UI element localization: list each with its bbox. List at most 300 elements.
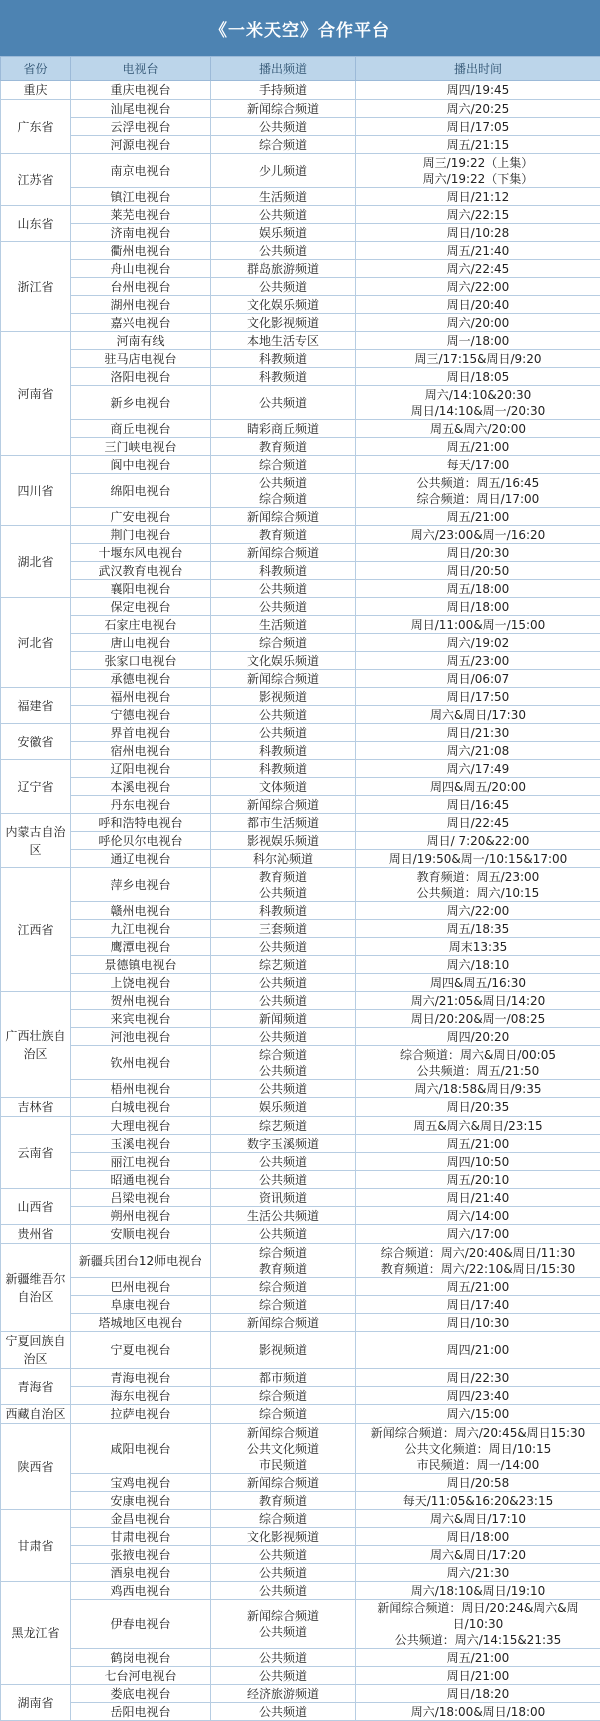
channel-cell: 公共频道 bbox=[211, 580, 356, 598]
province-cell: 宁夏回族自治区 bbox=[1, 1332, 71, 1369]
channel-cell: 娱乐频道 bbox=[211, 1098, 356, 1117]
table-row bbox=[1, 902, 600, 920]
table-row bbox=[1, 796, 600, 814]
province-cell: 甘肃省 bbox=[1, 1510, 71, 1582]
station-cell: 大理电视台 bbox=[71, 1117, 211, 1135]
station-cell: 梧州电视台 bbox=[71, 1080, 211, 1098]
station-cell: 河南有线 bbox=[71, 332, 211, 350]
station-cell: 云浮电视台 bbox=[71, 118, 211, 136]
time-cell: 周六/17:49 bbox=[356, 760, 600, 778]
time-cell: 周日/06:07 bbox=[356, 670, 600, 688]
channel-cell: 教育频道 bbox=[211, 1492, 356, 1510]
table-row bbox=[1, 868, 600, 902]
table-row bbox=[1, 1387, 600, 1405]
table-row bbox=[1, 598, 600, 616]
time-cell: 周三/19:22（上集） 周六/19:22（下集） bbox=[356, 154, 600, 188]
table-row bbox=[1, 1546, 600, 1564]
station-cell: 湖州电视台 bbox=[71, 296, 211, 314]
channel-cell: 新闻频道 bbox=[211, 1010, 356, 1028]
time-cell: 周四/19:45 bbox=[356, 81, 600, 100]
station-cell: 广安电视台 bbox=[71, 508, 211, 526]
channel-cell: 睛彩商丘频道 bbox=[211, 420, 356, 438]
time-cell: 周六/23:00&周一/16:20 bbox=[356, 526, 600, 544]
station-cell: 宁夏电视台 bbox=[71, 1332, 211, 1369]
time-cell: 周五/20:10 bbox=[356, 1171, 600, 1189]
time-cell: 周六/17:00 bbox=[356, 1225, 600, 1244]
time-cell: 周六/14:10&20:30 周日/14:10&周一/20:30 bbox=[356, 386, 600, 420]
station-cell: 镇江电视台 bbox=[71, 188, 211, 206]
time-cell: 公共频道：周五/16:45 综合频道：周日/17:00 bbox=[356, 474, 600, 508]
table-row bbox=[1, 652, 600, 670]
time-cell: 周四/21:00 bbox=[356, 1332, 600, 1369]
province-cell: 重庆 bbox=[1, 81, 71, 100]
time-cell: 周六&周日/17:30 bbox=[356, 706, 600, 724]
channel-cell: 新闻综合频道 公共文化频道 市民频道 bbox=[211, 1424, 356, 1474]
time-cell: 周日/18:00 bbox=[356, 598, 600, 616]
channel-cell: 综合频道 bbox=[211, 1278, 356, 1296]
station-cell: 新疆兵团台12师电视台 bbox=[71, 1244, 211, 1278]
channel-cell: 生活频道 bbox=[211, 616, 356, 634]
table-row bbox=[1, 350, 600, 368]
station-cell: 丹东电视台 bbox=[71, 796, 211, 814]
time-cell: 周日/ 7:20&22:00 bbox=[356, 832, 600, 850]
time-cell: 周六/14:00 bbox=[356, 1207, 600, 1225]
time-cell: 周六/22:45 bbox=[356, 260, 600, 278]
time-cell: 周五/23:00 bbox=[356, 652, 600, 670]
table-row bbox=[1, 1600, 600, 1649]
table-row bbox=[1, 1028, 600, 1046]
table-row bbox=[1, 580, 600, 598]
time-cell: 周日/20:50 bbox=[356, 562, 600, 580]
channel-cell: 综合频道 bbox=[211, 1405, 356, 1424]
station-cell: 昭通电视台 bbox=[71, 1171, 211, 1189]
channel-cell: 文化娱乐频道 bbox=[211, 652, 356, 670]
table-row bbox=[1, 634, 600, 652]
time-cell: 周五/21:00 bbox=[356, 438, 600, 456]
time-cell: 教育频道：周五/23:00 公共频道：周六/10:15 bbox=[356, 868, 600, 902]
station-cell: 酒泉电视台 bbox=[71, 1564, 211, 1582]
station-cell: 宿州电视台 bbox=[71, 742, 211, 760]
station-cell: 岳阳电视台 bbox=[71, 1703, 211, 1721]
channel-cell: 生活频道 bbox=[211, 188, 356, 206]
table-row bbox=[1, 562, 600, 580]
table-row bbox=[1, 1189, 600, 1207]
table-row bbox=[1, 508, 600, 526]
channel-cell: 公共频道 bbox=[211, 992, 356, 1010]
channel-cell: 综合频道 教育频道 bbox=[211, 1244, 356, 1278]
table-row bbox=[1, 1153, 600, 1171]
time-cell: 周六&周日/17:10 bbox=[356, 1510, 600, 1528]
time-cell: 周四&周五/20:00 bbox=[356, 778, 600, 796]
channel-cell: 少儿频道 bbox=[211, 154, 356, 188]
table-row bbox=[1, 992, 600, 1010]
time-cell: 周五/21:00 bbox=[356, 508, 600, 526]
station-cell: 十堰东风电视台 bbox=[71, 544, 211, 562]
time-cell: 周日/22:45 bbox=[356, 814, 600, 832]
station-cell: 保定电视台 bbox=[71, 598, 211, 616]
table-row bbox=[1, 1244, 600, 1278]
station-cell: 福州电视台 bbox=[71, 688, 211, 706]
table-row bbox=[1, 938, 600, 956]
channel-cell: 综艺频道 bbox=[211, 1117, 356, 1135]
station-cell: 丽江电视台 bbox=[71, 1153, 211, 1171]
table-row bbox=[1, 1278, 600, 1296]
time-cell: 周日/11:00&周一/15:00 bbox=[356, 616, 600, 634]
table-row bbox=[1, 742, 600, 760]
channel-cell: 新闻综合频道 bbox=[211, 796, 356, 814]
channel-cell: 公共频道 bbox=[211, 1153, 356, 1171]
station-cell: 辽阳电视台 bbox=[71, 760, 211, 778]
station-cell: 莱芜电视台 bbox=[71, 206, 211, 224]
time-cell: 周日/16:45 bbox=[356, 796, 600, 814]
time-cell: 周六/18:00&周日/18:00 bbox=[356, 1703, 600, 1721]
time-cell: 周四/23:40 bbox=[356, 1387, 600, 1405]
table-row bbox=[1, 1492, 600, 1510]
channel-cell: 综合频道 bbox=[211, 634, 356, 652]
station-cell: 三门峡电视台 bbox=[71, 438, 211, 456]
header-time: 播出时间 bbox=[356, 57, 600, 81]
table-row bbox=[1, 1424, 600, 1474]
province-cell: 福建省 bbox=[1, 688, 71, 724]
province-cell: 浙江省 bbox=[1, 242, 71, 332]
station-cell: 朔州电视台 bbox=[71, 1207, 211, 1225]
province-cell: 辽宁省 bbox=[1, 760, 71, 814]
province-cell: 云南省 bbox=[1, 1117, 71, 1189]
station-cell: 绵阳电视台 bbox=[71, 474, 211, 508]
time-cell: 周日/20:40 bbox=[356, 296, 600, 314]
station-cell: 衢州电视台 bbox=[71, 242, 211, 260]
channel-cell: 公共频道 bbox=[211, 938, 356, 956]
time-cell: 周四/20:20 bbox=[356, 1028, 600, 1046]
channel-cell: 都市频道 bbox=[211, 1369, 356, 1387]
station-cell: 白城电视台 bbox=[71, 1098, 211, 1117]
channel-cell: 科教频道 bbox=[211, 760, 356, 778]
channel-cell: 公共频道 bbox=[211, 1649, 356, 1667]
table-row bbox=[1, 974, 600, 992]
time-cell: 周六/21:30 bbox=[356, 1564, 600, 1582]
channel-cell: 新闻综合频道 bbox=[211, 1314, 356, 1332]
time-cell: 新闻综合频道：周日/20:24&周六&周日/10:30 公共频道：周六/14:15&21:35 bbox=[356, 1600, 600, 1649]
table-row bbox=[1, 1528, 600, 1546]
table-body bbox=[1, 81, 600, 1721]
table-row bbox=[1, 474, 600, 508]
time-cell: 周日/17:05 bbox=[356, 118, 600, 136]
channel-cell: 经济旅游频道 bbox=[211, 1685, 356, 1703]
station-cell: 济南电视台 bbox=[71, 224, 211, 242]
time-cell: 综合频道：周六&周日/00:05 公共频道：周五/21:50 bbox=[356, 1046, 600, 1080]
table-row bbox=[1, 438, 600, 456]
station-cell: 咸阳电视台 bbox=[71, 1424, 211, 1474]
time-cell: 周日/20:30 bbox=[356, 544, 600, 562]
channel-cell: 新闻综合频道 bbox=[211, 670, 356, 688]
time-cell: 周日/18:05 bbox=[356, 368, 600, 386]
station-cell: 塔城地区电视台 bbox=[71, 1314, 211, 1332]
table-row bbox=[1, 760, 600, 778]
station-cell: 吕梁电视台 bbox=[71, 1189, 211, 1207]
time-cell: 周六/18:10 bbox=[356, 956, 600, 974]
province-cell: 新疆维吾尔自治区 bbox=[1, 1244, 71, 1332]
province-cell: 湖北省 bbox=[1, 526, 71, 598]
table-row bbox=[1, 1582, 600, 1600]
time-cell: 周五&周六&周日/23:15 bbox=[356, 1117, 600, 1135]
channel-cell: 资讯频道 bbox=[211, 1189, 356, 1207]
channel-cell: 公共频道 bbox=[211, 278, 356, 296]
station-cell: 襄阳电视台 bbox=[71, 580, 211, 598]
table-row bbox=[1, 1474, 600, 1492]
time-cell: 周五/21:00 bbox=[356, 1135, 600, 1153]
station-cell: 呼和浩特电视台 bbox=[71, 814, 211, 832]
station-cell: 宝鸡电视台 bbox=[71, 1474, 211, 1492]
table-row bbox=[1, 956, 600, 974]
channel-cell: 综合频道 bbox=[211, 136, 356, 154]
table-row bbox=[1, 278, 600, 296]
table-row bbox=[1, 1510, 600, 1528]
channel-cell: 新闻综合频道 bbox=[211, 544, 356, 562]
time-cell: 周日/20:58 bbox=[356, 1474, 600, 1492]
channel-cell: 文化影视频道 bbox=[211, 1528, 356, 1546]
channel-cell: 科教频道 bbox=[211, 368, 356, 386]
table-row bbox=[1, 1098, 600, 1117]
station-cell: 汕尾电视台 bbox=[71, 100, 211, 118]
station-cell: 重庆电视台 bbox=[71, 81, 211, 100]
station-cell: 阆中电视台 bbox=[71, 456, 211, 474]
table-row bbox=[1, 1296, 600, 1314]
table-row bbox=[1, 616, 600, 634]
station-cell: 张家口电视台 bbox=[71, 652, 211, 670]
table-row bbox=[1, 1685, 600, 1703]
table-row bbox=[1, 206, 600, 224]
channel-cell: 公共频道 bbox=[211, 1028, 356, 1046]
channel-cell: 公共频道 bbox=[211, 1564, 356, 1582]
table-row bbox=[1, 1171, 600, 1189]
province-cell: 黑龙江省 bbox=[1, 1582, 71, 1685]
station-cell: 南京电视台 bbox=[71, 154, 211, 188]
channel-cell: 公共频道 bbox=[211, 724, 356, 742]
station-cell: 河池电视台 bbox=[71, 1028, 211, 1046]
station-cell: 拉萨电视台 bbox=[71, 1405, 211, 1424]
channel-cell: 公共频道 bbox=[211, 386, 356, 420]
time-cell: 周六/22:15 bbox=[356, 206, 600, 224]
station-cell: 鹰潭电视台 bbox=[71, 938, 211, 956]
station-cell: 巴州电视台 bbox=[71, 1278, 211, 1296]
province-cell: 四川省 bbox=[1, 456, 71, 526]
station-cell: 驻马店电视台 bbox=[71, 350, 211, 368]
channel-cell: 生活公共频道 bbox=[211, 1207, 356, 1225]
channel-cell: 公共频道 bbox=[211, 1171, 356, 1189]
time-cell: 周六/21:08 bbox=[356, 742, 600, 760]
station-cell: 呼伦贝尔电视台 bbox=[71, 832, 211, 850]
header-channel: 播出频道 bbox=[211, 57, 356, 81]
province-cell: 广西壮族自治区 bbox=[1, 992, 71, 1098]
time-cell: 新闻综合频道：周六/20:45&周日15:30 公共文化频道：周日/10:15 市民频道：周一/14:00 bbox=[356, 1424, 600, 1474]
time-cell: 周五/21:15 bbox=[356, 136, 600, 154]
station-cell: 本溪电视台 bbox=[71, 778, 211, 796]
time-cell: 周日/20:20&周一/08:25 bbox=[356, 1010, 600, 1028]
table-row bbox=[1, 332, 600, 350]
table-header-row bbox=[1, 57, 600, 81]
time-cell: 周六/19:02 bbox=[356, 634, 600, 652]
time-cell: 周五&周六/20:00 bbox=[356, 420, 600, 438]
table-row bbox=[1, 224, 600, 242]
time-cell: 周日/10:28 bbox=[356, 224, 600, 242]
station-cell: 景德镇电视台 bbox=[71, 956, 211, 974]
station-cell: 海东电视台 bbox=[71, 1387, 211, 1405]
time-cell: 周六/18:58&周日/9:35 bbox=[356, 1080, 600, 1098]
station-cell: 金昌电视台 bbox=[71, 1510, 211, 1528]
station-cell: 鹤岗电视台 bbox=[71, 1649, 211, 1667]
table-row bbox=[1, 456, 600, 474]
table-row bbox=[1, 1314, 600, 1332]
channel-cell: 科教频道 bbox=[211, 742, 356, 760]
table-row bbox=[1, 670, 600, 688]
channel-cell: 新闻综合频道 bbox=[211, 100, 356, 118]
station-cell: 台州电视台 bbox=[71, 278, 211, 296]
channel-cell: 公共频道 bbox=[211, 1582, 356, 1600]
table-row bbox=[1, 188, 600, 206]
table-row bbox=[1, 778, 600, 796]
province-cell: 贵州省 bbox=[1, 1225, 71, 1244]
station-cell: 上饶电视台 bbox=[71, 974, 211, 992]
table-row bbox=[1, 136, 600, 154]
table-row bbox=[1, 1046, 600, 1080]
channel-cell: 文化影视频道 bbox=[211, 314, 356, 332]
time-cell: 周日/18:20 bbox=[356, 1685, 600, 1703]
station-cell: 商丘电视台 bbox=[71, 420, 211, 438]
channel-cell: 娱乐频道 bbox=[211, 224, 356, 242]
table-row bbox=[1, 724, 600, 742]
channel-cell: 科教频道 bbox=[211, 902, 356, 920]
station-cell: 鸡西电视台 bbox=[71, 1582, 211, 1600]
table-row bbox=[1, 1332, 600, 1369]
province-cell: 江西省 bbox=[1, 868, 71, 992]
table-row bbox=[1, 1564, 600, 1582]
province-cell: 湖南省 bbox=[1, 1685, 71, 1721]
station-cell: 赣州电视台 bbox=[71, 902, 211, 920]
time-cell: 周日/20:35 bbox=[356, 1098, 600, 1117]
station-cell: 新乡电视台 bbox=[71, 386, 211, 420]
province-cell: 内蒙古自治区 bbox=[1, 814, 71, 868]
table-row bbox=[1, 1010, 600, 1028]
channel-cell: 公共频道 bbox=[211, 1080, 356, 1098]
time-cell: 周三/17:15&周日/9:20 bbox=[356, 350, 600, 368]
table-row bbox=[1, 314, 600, 332]
time-cell: 周五/18:00 bbox=[356, 580, 600, 598]
channel-cell: 公共频道 bbox=[211, 706, 356, 724]
channel-cell: 公共频道 bbox=[211, 1667, 356, 1685]
table-row bbox=[1, 420, 600, 438]
table-row bbox=[1, 81, 600, 100]
channel-cell: 本地生活专区 bbox=[211, 332, 356, 350]
channel-cell: 科教频道 bbox=[211, 562, 356, 580]
station-cell: 武汉教育电视台 bbox=[71, 562, 211, 580]
province-cell: 河北省 bbox=[1, 598, 71, 688]
province-cell: 河南省 bbox=[1, 332, 71, 456]
time-cell: 周五/21:00 bbox=[356, 1649, 600, 1667]
station-cell: 张掖电视台 bbox=[71, 1546, 211, 1564]
channel-cell: 影视频道 bbox=[211, 1332, 356, 1369]
page-title: 《一米天空》合作平台 bbox=[0, 0, 600, 56]
channel-cell: 公共频道 bbox=[211, 206, 356, 224]
channel-cell: 新闻综合频道 公共频道 bbox=[211, 1600, 356, 1649]
station-cell: 萍乡电视台 bbox=[71, 868, 211, 902]
table-row bbox=[1, 1207, 600, 1225]
table-row bbox=[1, 526, 600, 544]
station-cell: 宁德电视台 bbox=[71, 706, 211, 724]
time-cell: 周四/10:50 bbox=[356, 1153, 600, 1171]
table-row bbox=[1, 850, 600, 868]
channel-cell: 数字玉溪频道 bbox=[211, 1135, 356, 1153]
table-row bbox=[1, 920, 600, 938]
station-cell: 唐山电视台 bbox=[71, 634, 211, 652]
table-row bbox=[1, 118, 600, 136]
channel-cell: 手持频道 bbox=[211, 81, 356, 100]
time-cell: 周日/22:30 bbox=[356, 1369, 600, 1387]
time-cell: 周日/17:40 bbox=[356, 1296, 600, 1314]
province-cell: 青海省 bbox=[1, 1369, 71, 1405]
time-cell: 周六&周日/17:20 bbox=[356, 1546, 600, 1564]
channel-cell: 综合频道 bbox=[211, 1387, 356, 1405]
time-cell: 周六/20:00 bbox=[356, 314, 600, 332]
station-cell: 伊春电视台 bbox=[71, 1600, 211, 1649]
table-row bbox=[1, 386, 600, 420]
province-cell: 陕西省 bbox=[1, 1424, 71, 1510]
time-cell: 周一/18:00 bbox=[356, 332, 600, 350]
channel-cell: 公共频道 bbox=[211, 974, 356, 992]
station-cell: 荆门电视台 bbox=[71, 526, 211, 544]
table-row bbox=[1, 154, 600, 188]
table-row bbox=[1, 814, 600, 832]
channel-cell: 公共频道 bbox=[211, 1703, 356, 1721]
table-row bbox=[1, 544, 600, 562]
station-cell: 阜康电视台 bbox=[71, 1296, 211, 1314]
channel-cell: 综合频道 公共频道 bbox=[211, 1046, 356, 1080]
station-cell: 河源电视台 bbox=[71, 136, 211, 154]
table-row bbox=[1, 1649, 600, 1667]
channel-cell: 公共频道 bbox=[211, 598, 356, 616]
time-cell: 周六/18:10&周日/19:10 bbox=[356, 1582, 600, 1600]
table-row bbox=[1, 1225, 600, 1244]
channel-cell: 教育频道 bbox=[211, 526, 356, 544]
table-row bbox=[1, 1135, 600, 1153]
time-cell: 周六/21:05&周日/14:20 bbox=[356, 992, 600, 1010]
channel-cell: 科教频道 bbox=[211, 350, 356, 368]
table-row bbox=[1, 1117, 600, 1135]
time-cell: 周日/19:50&周一/10:15&17:00 bbox=[356, 850, 600, 868]
station-cell: 界首电视台 bbox=[71, 724, 211, 742]
channel-cell: 综合频道 bbox=[211, 456, 356, 474]
station-cell: 甘肃电视台 bbox=[71, 1528, 211, 1546]
station-cell: 钦州电视台 bbox=[71, 1046, 211, 1080]
province-cell: 安徽省 bbox=[1, 724, 71, 760]
table-row bbox=[1, 296, 600, 314]
channel-cell: 新闻综合频道 bbox=[211, 508, 356, 526]
province-cell: 江苏省 bbox=[1, 154, 71, 206]
station-cell: 舟山电视台 bbox=[71, 260, 211, 278]
table-row bbox=[1, 260, 600, 278]
channel-cell: 影视娱乐频道 bbox=[211, 832, 356, 850]
table-row bbox=[1, 1405, 600, 1424]
channel-cell: 科尔沁频道 bbox=[211, 850, 356, 868]
table-row bbox=[1, 100, 600, 118]
time-cell: 周日/21:30 bbox=[356, 724, 600, 742]
channel-cell: 文体频道 bbox=[211, 778, 356, 796]
table-row bbox=[1, 688, 600, 706]
channel-cell: 教育频道 bbox=[211, 438, 356, 456]
channel-cell: 公共频道 bbox=[211, 1225, 356, 1244]
table-row bbox=[1, 832, 600, 850]
channel-cell: 文化娱乐频道 bbox=[211, 296, 356, 314]
time-cell: 周末13:35 bbox=[356, 938, 600, 956]
